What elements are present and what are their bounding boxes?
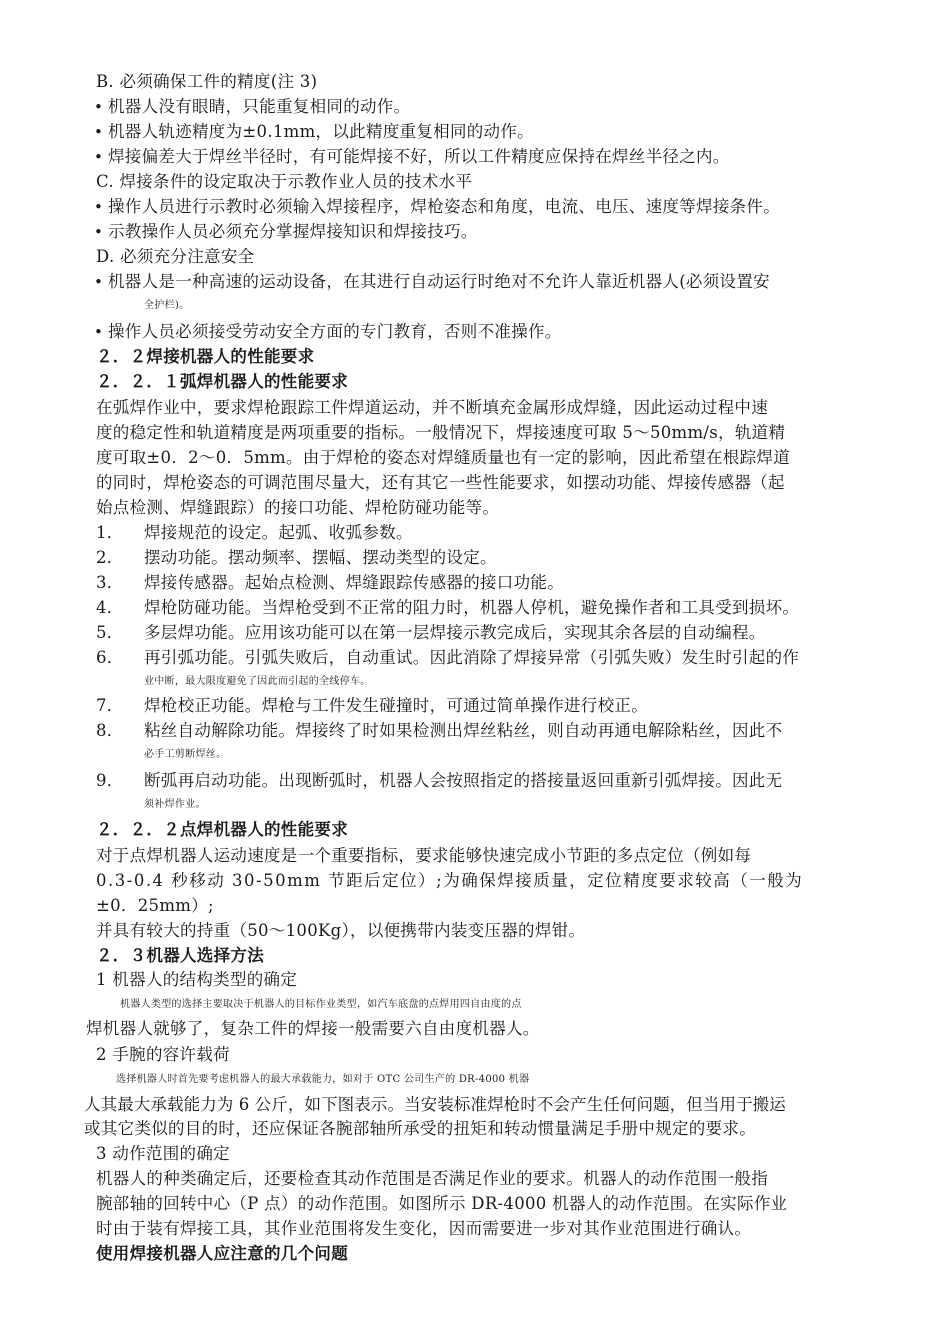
subsection-heading: ２．２．２点焊机器人的性能要求 bbox=[96, 820, 348, 839]
section-heading: ２．３机器人选择方法 bbox=[96, 946, 264, 965]
paragraph-line: 度的稳定性和轨道精度是两项重要的指标。一般情况下，焊接速度可取 5～50mm/s，轨道精 bbox=[96, 423, 786, 442]
paragraph-line: 0.3-0.4 秒移动 30-50mm 节距后定位）;为确保焊接质量，定位精度要求较高（一般为 bbox=[96, 871, 804, 890]
paragraph-line: 焊机器人就够了，复杂工件的焊接一般需要六自由度机器人。 bbox=[86, 1019, 540, 1038]
list-item-continuation: 业中断，最大限度避免了因此而引起的全线停车。 bbox=[144, 676, 371, 687]
bullet-continuation: 全护栏)。 bbox=[144, 300, 190, 311]
paragraph-line: 在弧焊作业中，要求焊枪跟踪工件焊道运动，并不断填充金属形成焊缝，因此运动过程中速 bbox=[96, 398, 768, 417]
paragraph-line: 机器人类型的选择主要取决于机器人的目标作业类型，如汽车底盘的点焊用四自由度的点 bbox=[120, 999, 522, 1010]
subheading: 2 手腕的容许载荷 bbox=[96, 1045, 230, 1064]
paragraph-line: 度可取±0．2～0．5mm。由于焊枪的姿态对焊缝质量也有一定的影响，因此希望在根踪焊道 bbox=[96, 448, 791, 467]
subsection-heading: ２．２．１弧焊机器人的性能要求 bbox=[96, 372, 348, 391]
section-b-heading: B. 必须确保工件的精度(注 3) bbox=[96, 72, 318, 91]
section-heading: 使用焊接机器人应注意的几个问题 bbox=[96, 1244, 348, 1263]
paragraph-line: 始点检测、焊缝跟踪）的接口功能、焊枪防碰功能等。 bbox=[96, 498, 500, 517]
paragraph-line: 时由于装有焊接工具，其作业范围将发生变化，因而需要进一步对其作业范围进行确认。 bbox=[96, 1219, 752, 1238]
document-page: B. 必须确保工件的精度(注 3) 机器人没有眼睛，只能重复相同的动作。 机器人轨迹精度为±0.1mm，以此精度重复相同的动作。 焊接偏差大于焊丝半径时，有可能焊接不好，所以工件精度应保持在焊丝半径之内。 C. 焊接条件的设定取决于示教作业人员的技术水平 操作人员进行示教时必须输入焊接程序，焊枪姿态和角度，电流、电压、速度等焊接条件。 示教操作人员必须充分掌握焊接知识和焊接技巧。 D. 必须充分注意安全 机器人是一种高速的运动设备，在其进行自动运行时绝对不允许人靠近机器人(必须设置安 全护栏)。 操作人员必须接受劳动安全方面的专门教育，否则不准操作。 ２．２焊接机器人的性能要求 ２．２．１弧焊机器人的性能要求 在弧焊作业中，要求焊枪跟踪工件焊道运动，并不断填充金属形成焊缝，因此运动过程中速 度的稳定性和轨道精度是两项重要的指标。一般情况下，焊接速度可取 5～50mm/s，轨道精 度可取±0．2～0．5mm。由于焊枪的姿态对焊缝质量也有一定的影响，因此希望在根踪焊道 的同时，焊枪姿态的可调范围尽量大，还有其它一些性能要求，如摆动功能、焊接传感器（起 始点检测、焊缝跟踪）的接口功能、焊枪防碰功能等。 1． 焊接规范的设定。起弧、收弧参数。 2． 摆动功能。摆动频率、摆幅、摆动类型的设定。 3． 焊接传感器。起始点检测、焊缝跟踪传感器的接口功能。 4． 焊枪防碰功能。当焊枪受到不正常的阻力时，机器人停机，避免操作者和工具受到损坏。 5． 多层焊功能。应用该功能可以在第一层焊接示教完成后，实现其余各层的自动编程。 6． 再引弧功能。引弧失败后，自动重试。因此消除了焊接异常（引弧失败）发生时引起的作 业中断，最大限度避免了因此而引起的全线停车。 7． 焊枪校正功能。焊枪与工件发生碰撞时，可通过简单操作进行校正。 8． 粘丝自动解除功能。焊接终了时如果检测出焊丝粘丝，则自动再通电解除粘丝，因此不 必手工剪断焊丝。 9． 断弧再启动功能。出现断弧时，机器人会按照指定的搭接量返回重新引弧焊接。因此无 须补焊作业。 ２．２．２点焊机器人的性能要求 对于点焊机器人运动速度是一个重要指标，要求能够快速完成小节距的多点定位（例如每 0.3-0.4 秒移动 30-50mm 节距后定位）;为确保焊接质量，定位精度要求较高（一般为 ±0．25mm）; 并具有较大的持重（50～100Kg），以便携带内装变压器的焊钳。 ２．３机器人选择方法 1 机器人的结构类型的确定 机器人类型的选择主要取决于机器人的目标作业类型，如汽车底盘的点焊用四自由度的点 焊机器人就够了，复杂工件的焊接一般需要六自由度机器人。 2 手腕的容许载荷 选择机器人时首先要考虑机器人的最大承载能力，如对于 OTC 公司生产的 DR-4000 机器 人其最大承载能力为 6 公斤，如下图表示。当安装标准焊枪时不会产生任何问题，但当用于搬运 或其它类似的目的时，还应保证各腕部轴所承受的扭矩和转动惯量满足手册中规定的要求。 3 动作范围的确定 机器人的种类确定后，还要检查其动作范围是否满足作业的要求。机器人的动作范围一般指 腕部轴的回转中心（P 点）的动作范围。如图所示 DR-4000 机器人的动作范围。在实际作业 时由于装有焊接工具，其作业范围将发生变化，因而需要进一步对其作业范围进行确认。 使用焊接机器人应注意的几个问题 bbox=[0, 0, 950, 1344]
paragraph-line: 机器人的种类确定后，还要检查其动作范围是否满足作业的要求。机器人的动作范围一般指 bbox=[96, 1169, 768, 1188]
section-d-heading: D. 必须充分注意安全 bbox=[96, 247, 255, 266]
list-item-continuation: 须补焊作业。 bbox=[144, 799, 206, 810]
paragraph-line: 人其最大承载能力为 6 公斤，如下图表示。当安装标准焊枪时不会产生任何问题，但当用于搬运 bbox=[84, 1095, 786, 1114]
paragraph-line: 并具有较大的持重（50～100Kg），以便携带内装变压器的焊钳。 bbox=[96, 921, 586, 940]
paragraph-line: 对于点焊机器人运动速度是一个重要指标，要求能够快速完成小节距的多点定位（例如每 bbox=[96, 846, 752, 865]
paragraph-line: 的同时，焊枪姿态的可调范围尽量大，还有其它一些性能要求，如摆动功能、焊接传感器（起 bbox=[96, 473, 785, 492]
paragraph-line: 或其它类似的目的时，还应保证各腕部轴所承受的扭矩和转动惯量满足手册中规定的要求。 bbox=[84, 1119, 756, 1138]
section-c-heading: C. 焊接条件的设定取决于示教作业人员的技术水平 bbox=[96, 172, 473, 191]
paragraph-line: 腕部轴的回转中心（P 点）的动作范围。如图所示 DR-4000 机器人的动作范围。在实际作业 bbox=[96, 1194, 788, 1213]
paragraph-line: 选择机器人时首先要考虑机器人的最大承载能力，如对于 OTC 公司生产的 DR-4000 机器 bbox=[116, 1074, 530, 1085]
paragraph-line: ±0．25mm）; bbox=[96, 896, 214, 915]
subheading: 1 机器人的结构类型的确定 bbox=[96, 970, 298, 989]
list-item-continuation: 必手工剪断焊丝。 bbox=[144, 749, 227, 760]
section-heading: ２．２焊接机器人的性能要求 bbox=[96, 347, 315, 366]
subheading: 3 动作范围的确定 bbox=[96, 1144, 230, 1163]
